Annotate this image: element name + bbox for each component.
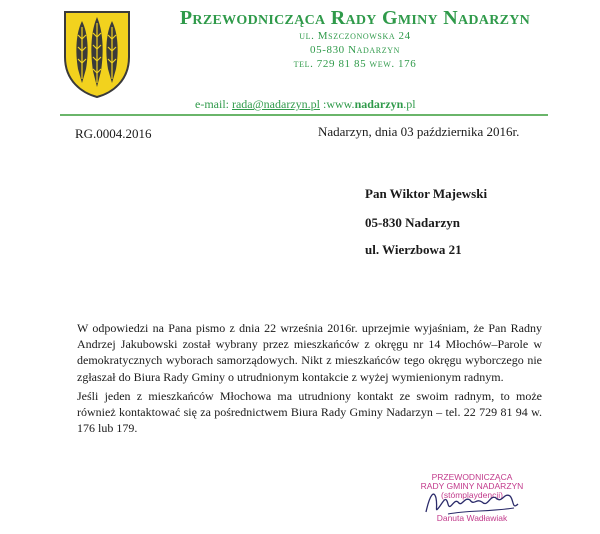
letterhead-zip-city: 05-830 Nadarzyn	[310, 44, 400, 56]
letterhead-street: ul. Mszczonowska 24	[299, 30, 411, 42]
addressee-street: ul. Wierzbowa 21	[365, 242, 462, 257]
web-domain[interactable]: nadarzyn	[354, 97, 404, 111]
web-prefix: :www.	[323, 97, 355, 111]
addressee-name: Pan Wiktor Majewski	[365, 186, 488, 201]
coat-of-arms-logo	[62, 9, 132, 99]
place-date: Nadarzyn, dnia 03 października 2016r.	[318, 124, 520, 139]
stamp-name: Danuta Wadławiak	[436, 513, 508, 523]
stamp-organization: RADY GMINY NADARZYN	[420, 481, 524, 491]
letterhead-phone: tel. 729 81 85 wew. 176	[293, 58, 417, 70]
email-label: e-mail:	[195, 97, 229, 111]
letterhead-title: Przewodnicząca Rady Gminy Nadarzyn	[179, 7, 531, 29]
body-paragraph: Jeśli jeden z mieszkańców Młochowa ma utrudniony kontakt ze swoim radnym, to może również kontaktować się za pośrednictwem Biura Rady Gminy Nadarzyn – tel. 22 729 81 94 w. 176 lub 179.	[77, 389, 542, 436]
letterhead-divider	[60, 114, 548, 116]
letterhead-contact	[195, 97, 416, 112]
stamp-title: PRZEWODNICZĄCA	[431, 472, 513, 482]
stamp-note: (stómplaydencji)	[441, 490, 503, 500]
body-paragraph: W odpowiedzi na Pana pismo z dnia 22 września 2016r. uprzejmie wyjaśniam, że Pan Radny Andrzej Jakubowski został wybrany przez mieszkańców z okręgu nr 14 Młochów–Parole w demokratycznych wyborach samorządowych. Nikt z mieszkańców tego okręgu wyborczego nie zgłaszał do Biura Rady Gminy o utrudnionym kontakcie z wyżej wymienionym radnym.	[77, 321, 542, 384]
web-suffix: .pl	[403, 97, 416, 111]
reference-number: RG.0004.2016	[75, 126, 152, 141]
addressee-city: 05-830 Nadarzyn	[365, 215, 460, 230]
email-link[interactable]: rada@nadarzyn.pl	[231, 97, 320, 111]
